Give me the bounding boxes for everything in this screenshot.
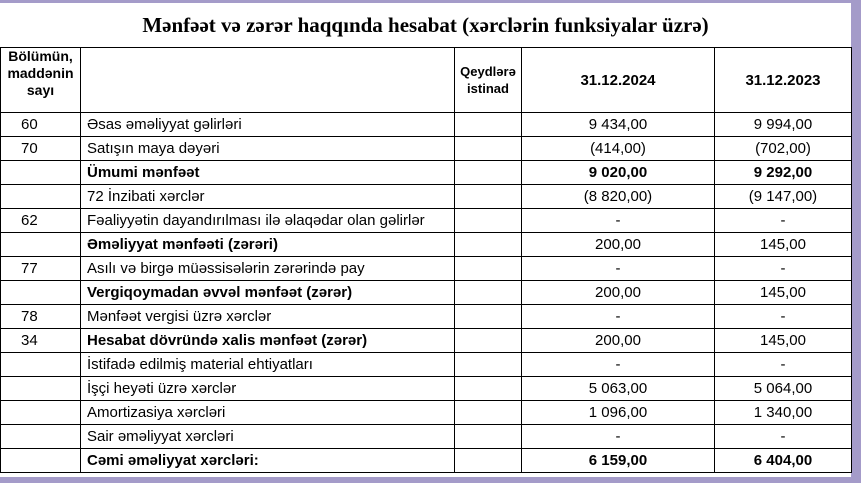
row-reference bbox=[455, 305, 522, 329]
row-value-2023: - bbox=[715, 425, 852, 449]
header-reference: Qeydlərə istinad bbox=[455, 48, 522, 113]
row-reference bbox=[455, 137, 522, 161]
table-row bbox=[1, 161, 852, 185]
row-value-2023: 9 994,00 bbox=[715, 113, 852, 137]
row-reference bbox=[455, 185, 522, 209]
row-section-number bbox=[1, 353, 81, 377]
row-value-2024: - bbox=[522, 353, 715, 377]
row-reference bbox=[455, 401, 522, 425]
table-row bbox=[1, 137, 852, 161]
row-reference bbox=[455, 425, 522, 449]
row-reference bbox=[455, 257, 522, 281]
row-label: Sair əməliyyat xərcləri bbox=[81, 425, 455, 449]
table-row bbox=[1, 113, 852, 137]
row-value-2023: 1 340,00 bbox=[715, 401, 852, 425]
row-value-2024: (8 820,00) bbox=[522, 185, 715, 209]
table-row bbox=[1, 401, 852, 425]
row-value-2024: 200,00 bbox=[522, 233, 715, 257]
row-value-2023: - bbox=[715, 257, 852, 281]
row-value-2023: 145,00 bbox=[715, 233, 852, 257]
table-row bbox=[1, 449, 852, 473]
row-value-2023: (702,00) bbox=[715, 137, 852, 161]
row-value-2023: 9 292,00 bbox=[715, 161, 852, 185]
row-label: Vergiqoymadan əvvəl mənfəət (zərər) bbox=[81, 281, 455, 305]
row-section-number: 62 bbox=[1, 209, 81, 233]
row-value-2024: 200,00 bbox=[522, 329, 715, 353]
table-header-row bbox=[1, 48, 852, 113]
row-value-2023: - bbox=[715, 353, 852, 377]
report-title: Mənfəət və zərər haqqında hesabat (xərclərin funksiyalar üzrə) bbox=[142, 13, 709, 37]
row-section-number bbox=[1, 185, 81, 209]
table-row bbox=[1, 425, 852, 449]
row-label: Mənfəət vergisi üzrə xərclər bbox=[81, 305, 455, 329]
report-sheet bbox=[0, 3, 851, 477]
row-reference bbox=[455, 161, 522, 185]
table-row bbox=[1, 353, 852, 377]
row-label: Asılı və birgə müəssisələrin zərərində pay bbox=[81, 257, 455, 281]
row-label: İstifadə edilmiş material ehtiyatları bbox=[81, 353, 455, 377]
row-section-number bbox=[1, 233, 81, 257]
row-section-number bbox=[1, 281, 81, 305]
row-section-number: 77 bbox=[1, 257, 81, 281]
row-reference bbox=[455, 377, 522, 401]
row-label: Amortizasiya xərcləri bbox=[81, 401, 455, 425]
row-value-2024: 9 020,00 bbox=[522, 161, 715, 185]
row-reference bbox=[455, 353, 522, 377]
row-label: Ümumi mənfəət bbox=[81, 161, 455, 185]
row-reference bbox=[455, 233, 522, 257]
row-section-number: 78 bbox=[1, 305, 81, 329]
row-value-2024: - bbox=[522, 305, 715, 329]
row-label: Cəmi əməliyyat xərcləri: bbox=[81, 449, 455, 473]
row-value-2024: 200,00 bbox=[522, 281, 715, 305]
row-value-2024: - bbox=[522, 257, 715, 281]
row-section-number bbox=[1, 377, 81, 401]
row-value-2023: (9 147,00) bbox=[715, 185, 852, 209]
row-section-number: 34 bbox=[1, 329, 81, 353]
row-value-2024: (414,00) bbox=[522, 137, 715, 161]
row-reference bbox=[455, 281, 522, 305]
row-label: 72 İnzibati xərclər bbox=[81, 185, 455, 209]
row-value-2024: 5 063,00 bbox=[522, 377, 715, 401]
row-value-2023: 145,00 bbox=[715, 329, 852, 353]
table-row bbox=[1, 185, 852, 209]
table-row bbox=[1, 281, 852, 305]
header-section-number: Bölümün, maddənin sayı bbox=[1, 48, 81, 113]
row-section-number bbox=[1, 449, 81, 473]
table-row bbox=[1, 377, 852, 401]
row-value-2024: 9 434,00 bbox=[522, 113, 715, 137]
income-statement-table bbox=[0, 47, 852, 473]
row-label: Satışın maya dəyəri bbox=[81, 137, 455, 161]
row-value-2023: 145,00 bbox=[715, 281, 852, 305]
row-reference bbox=[455, 329, 522, 353]
row-label: Əməliyyat mənfəəti (zərəri) bbox=[81, 233, 455, 257]
table-row bbox=[1, 209, 852, 233]
row-section-number bbox=[1, 161, 81, 185]
row-label: Əsas əməliyyat gəlirləri bbox=[81, 113, 455, 137]
row-reference bbox=[455, 449, 522, 473]
row-label: Fəaliyyətin dayandırılması ilə əlaqədar olan gəlirlər bbox=[81, 209, 455, 233]
header-label bbox=[81, 48, 455, 113]
row-section-number: 60 bbox=[1, 113, 81, 137]
row-label: İşçi heyəti üzrə xərclər bbox=[81, 377, 455, 401]
row-reference bbox=[455, 209, 522, 233]
table-row bbox=[1, 257, 852, 281]
header-year-2023: 31.12.2023 bbox=[715, 48, 852, 113]
row-value-2023: - bbox=[715, 305, 852, 329]
table-row bbox=[1, 233, 852, 257]
row-value-2023: 6 404,00 bbox=[715, 449, 852, 473]
row-section-number bbox=[1, 401, 81, 425]
row-section-number: 70 bbox=[1, 137, 81, 161]
table-row bbox=[1, 329, 852, 353]
row-value-2024: - bbox=[522, 209, 715, 233]
row-reference bbox=[455, 113, 522, 137]
row-value-2023: 5 064,00 bbox=[715, 377, 852, 401]
row-label: Hesabat dövründə xalis mənfəət (zərər) bbox=[81, 329, 455, 353]
row-value-2023: - bbox=[715, 209, 852, 233]
table-row bbox=[1, 305, 852, 329]
row-value-2024: - bbox=[522, 425, 715, 449]
row-value-2024: 1 096,00 bbox=[522, 401, 715, 425]
header-year-2024: 31.12.2024 bbox=[522, 48, 715, 113]
row-section-number bbox=[1, 425, 81, 449]
row-value-2024: 6 159,00 bbox=[522, 449, 715, 473]
